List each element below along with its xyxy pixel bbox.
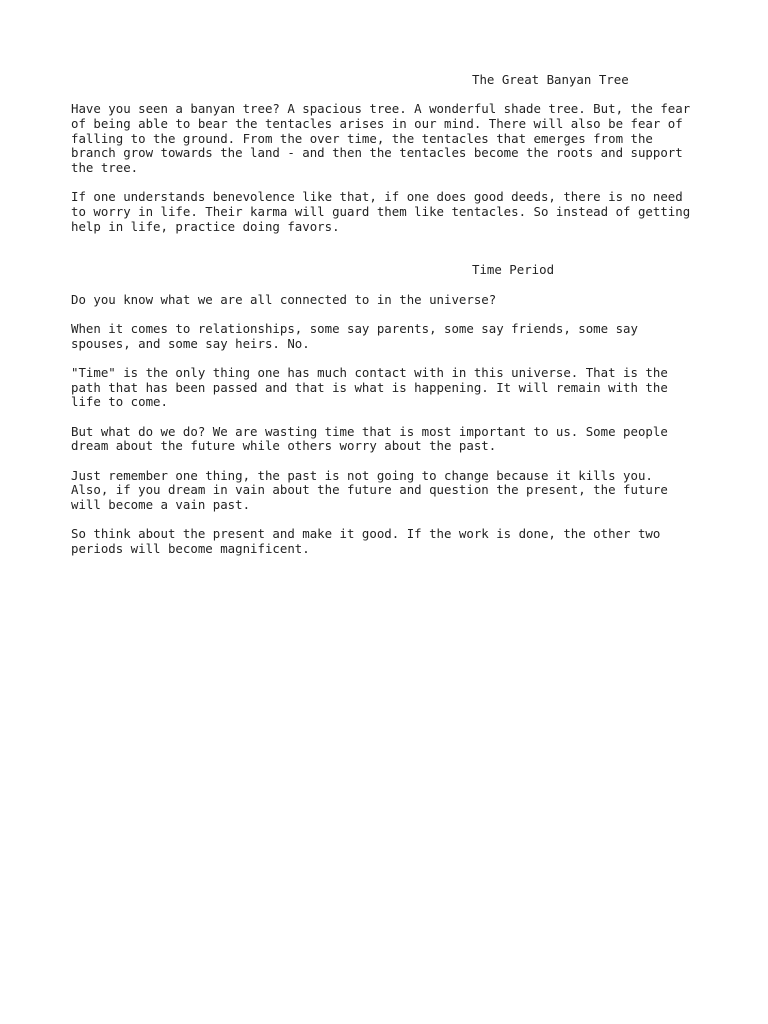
document-body [71, 73, 711, 571]
paragraph: But what do we do? We are wasting time that is most important to us. Some people dream about the future while others worry about the past. [71, 423, 668, 454]
paragraph: Have you seen a banyan tree? A spacious tree. A wonderful shade tree. But, the fear of being able to bear the tentacles arises in our mind. There will also be fear of falling to the ground. From the over time, the tentacles that emerges from the branch grow towards the land - and then the tentacles become the roots and support the tree. [71, 101, 691, 176]
paragraph: Just remember one thing, the past is not going to change because it kills you. Also, if you dream in vain about the future and question the present, the future will become a vain past. [71, 467, 668, 513]
paragraph: So think about the present and make it good. If the work is done, the other two periods will become magnificent. [71, 526, 661, 557]
section-title-time-period: Time Period [472, 262, 555, 278]
paragraph: Do you know what we are all connected to in the universe? [71, 291, 497, 307]
section-title-banyan: The Great Banyan Tree [472, 72, 629, 87]
paragraph: When it comes to relationships, some say parents, some say friends, some say spouses, and some say heirs. No. [71, 320, 638, 351]
paragraph: If one understands benevolence like that, if one does good deeds, there is no need to worry in life. Their karma will guard them like tentacles. So instead of getting help in life, practice doing favors. [71, 189, 691, 234]
paragraph: "Time" is the only thing one has much contact with in this universe. That is the path that has been passed and that is what is happening. It will remain with the life to come. [71, 364, 668, 410]
